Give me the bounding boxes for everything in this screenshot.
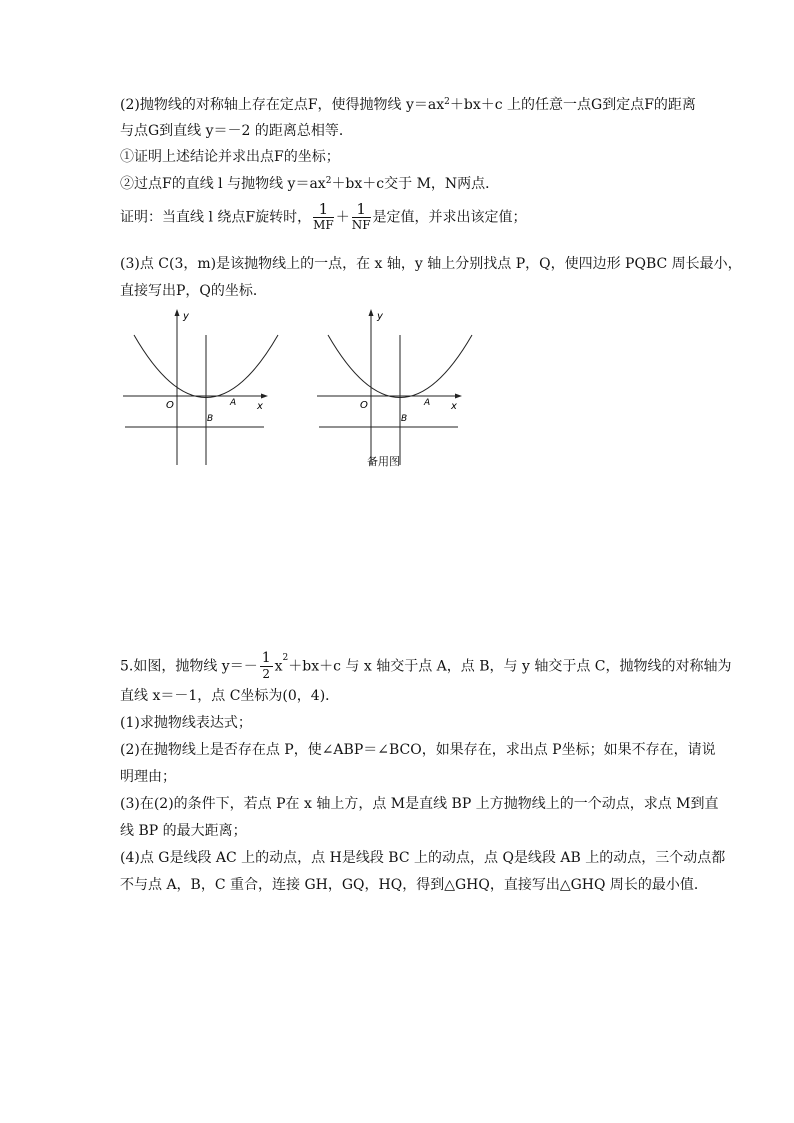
origin-label: O <box>360 400 368 411</box>
point-a-label: A <box>424 398 431 408</box>
y-axis-arrow <box>175 309 180 316</box>
x-axis-label: x <box>257 401 263 412</box>
problem5-q2a: (2)在抛物线上是否存在点 P，使∠ABP＝∠BCO，如果存在，求出点 P坐标；如果不存在，请说 <box>120 742 716 758</box>
fraction-half-denominator: 2 <box>262 667 270 681</box>
part2-q2-sup: 2 <box>325 176 332 186</box>
problem5-l1-b: x <box>274 658 283 675</box>
part2-intro <box>120 95 696 115</box>
fraction-half-numerator: 1 <box>261 650 271 666</box>
x-axis-arrow <box>455 394 462 399</box>
proof-prefix: 证明：当直线 l 绕点F旋转时， <box>120 209 312 226</box>
part2-intro-b: ＋bx＋c 上的任意一点G到定点F的距离 <box>449 97 696 113</box>
y-axis-label: y <box>183 311 189 322</box>
part2-proof <box>120 202 527 233</box>
fraction-1-denominator: MF <box>313 218 334 232</box>
problem5-l1-sup: 2 <box>282 653 289 663</box>
problem5-q4b: 不与点 A，B，C 重合，连接 GH，GQ，HQ，得到△GHQ，直接写出△GHQ 周长的最小值． <box>120 877 708 893</box>
problem5-q4a: (4)点 G是线段 AC 上的动点，点 H是线段 BC 上的动点，点 Q是线段 AB 上的动点，三个动点都 <box>120 850 726 866</box>
plus-sign: ＋ <box>335 209 350 226</box>
fraction-1-over-nf <box>352 202 371 233</box>
backup-figure-caption: 备用图 <box>367 455 400 468</box>
fraction-1-over-mf <box>313 202 334 233</box>
fraction-one-half <box>260 651 273 682</box>
proof-suffix: 是定值，并求出该定值； <box>372 209 527 226</box>
part2-q2 <box>120 174 499 194</box>
part3-line2: 直接写出P，Q的坐标． <box>120 283 267 299</box>
fraction-2-numerator: 1 <box>352 202 371 218</box>
fraction-1-numerator: 1 <box>313 202 334 218</box>
y-axis-arrow <box>369 309 374 316</box>
point-a-label: A <box>230 398 237 408</box>
part2-q1: ①证明上述结论并求出点F的坐标； <box>120 149 340 165</box>
point-b-label: B <box>401 414 408 424</box>
fraction-2-denominator: NF <box>351 218 371 232</box>
point-b-label: B <box>207 414 214 424</box>
part2-intro-sup: 2 <box>444 97 450 107</box>
x-axis-arrow <box>261 394 268 399</box>
problem5-q3b: 线 BP 的最大距离； <box>120 823 247 839</box>
part2-line2: 与点G到直线 y＝－2 的距离总相等． <box>120 123 353 139</box>
problem5-q3a: (3)在(2)的条件下，若点 P在 x 轴上方，点 M是直线 BP 上方抛物线上的一个动点，求点 M到直 <box>120 796 719 812</box>
problem5-q1: (1)求抛物线表达式； <box>120 715 252 731</box>
x-axis-label: x <box>451 401 457 412</box>
parabola-figure-backup <box>314 305 474 470</box>
part2-q2-b: ＋bx＋c交于 M，N两点． <box>331 176 500 192</box>
part3-line1: (3)点 C(3，m)是该抛物线上的一点，在 x 轴，y 轴上分别找点 P，Q，使四边形 PQBC 周长最小， <box>120 256 742 272</box>
part2-intro-a: (2)抛物线的对称轴上存在定点F，使得抛物线 y＝ax <box>120 97 445 113</box>
y-axis-label: y <box>377 311 383 322</box>
problem5-l1-c: ＋bx＋c 与 x 轴交于点 A，点 B，与 y 轴交于点 C，抛物线的对称轴为 <box>288 658 732 675</box>
problem5-line2: 直线 x＝－1，点 C坐标为(0，4)． <box>120 688 340 704</box>
problem5-q2b: 明理由； <box>120 769 176 785</box>
parabola-figure-main <box>120 305 280 470</box>
problem5-line1 <box>120 651 732 682</box>
origin-label: O <box>166 400 174 411</box>
part2-q2-a: ②过点F的直线 l 与抛物线 y＝ax <box>120 176 326 192</box>
problem5-l1-a: 5.如图，抛物线 y＝－ <box>120 658 258 675</box>
